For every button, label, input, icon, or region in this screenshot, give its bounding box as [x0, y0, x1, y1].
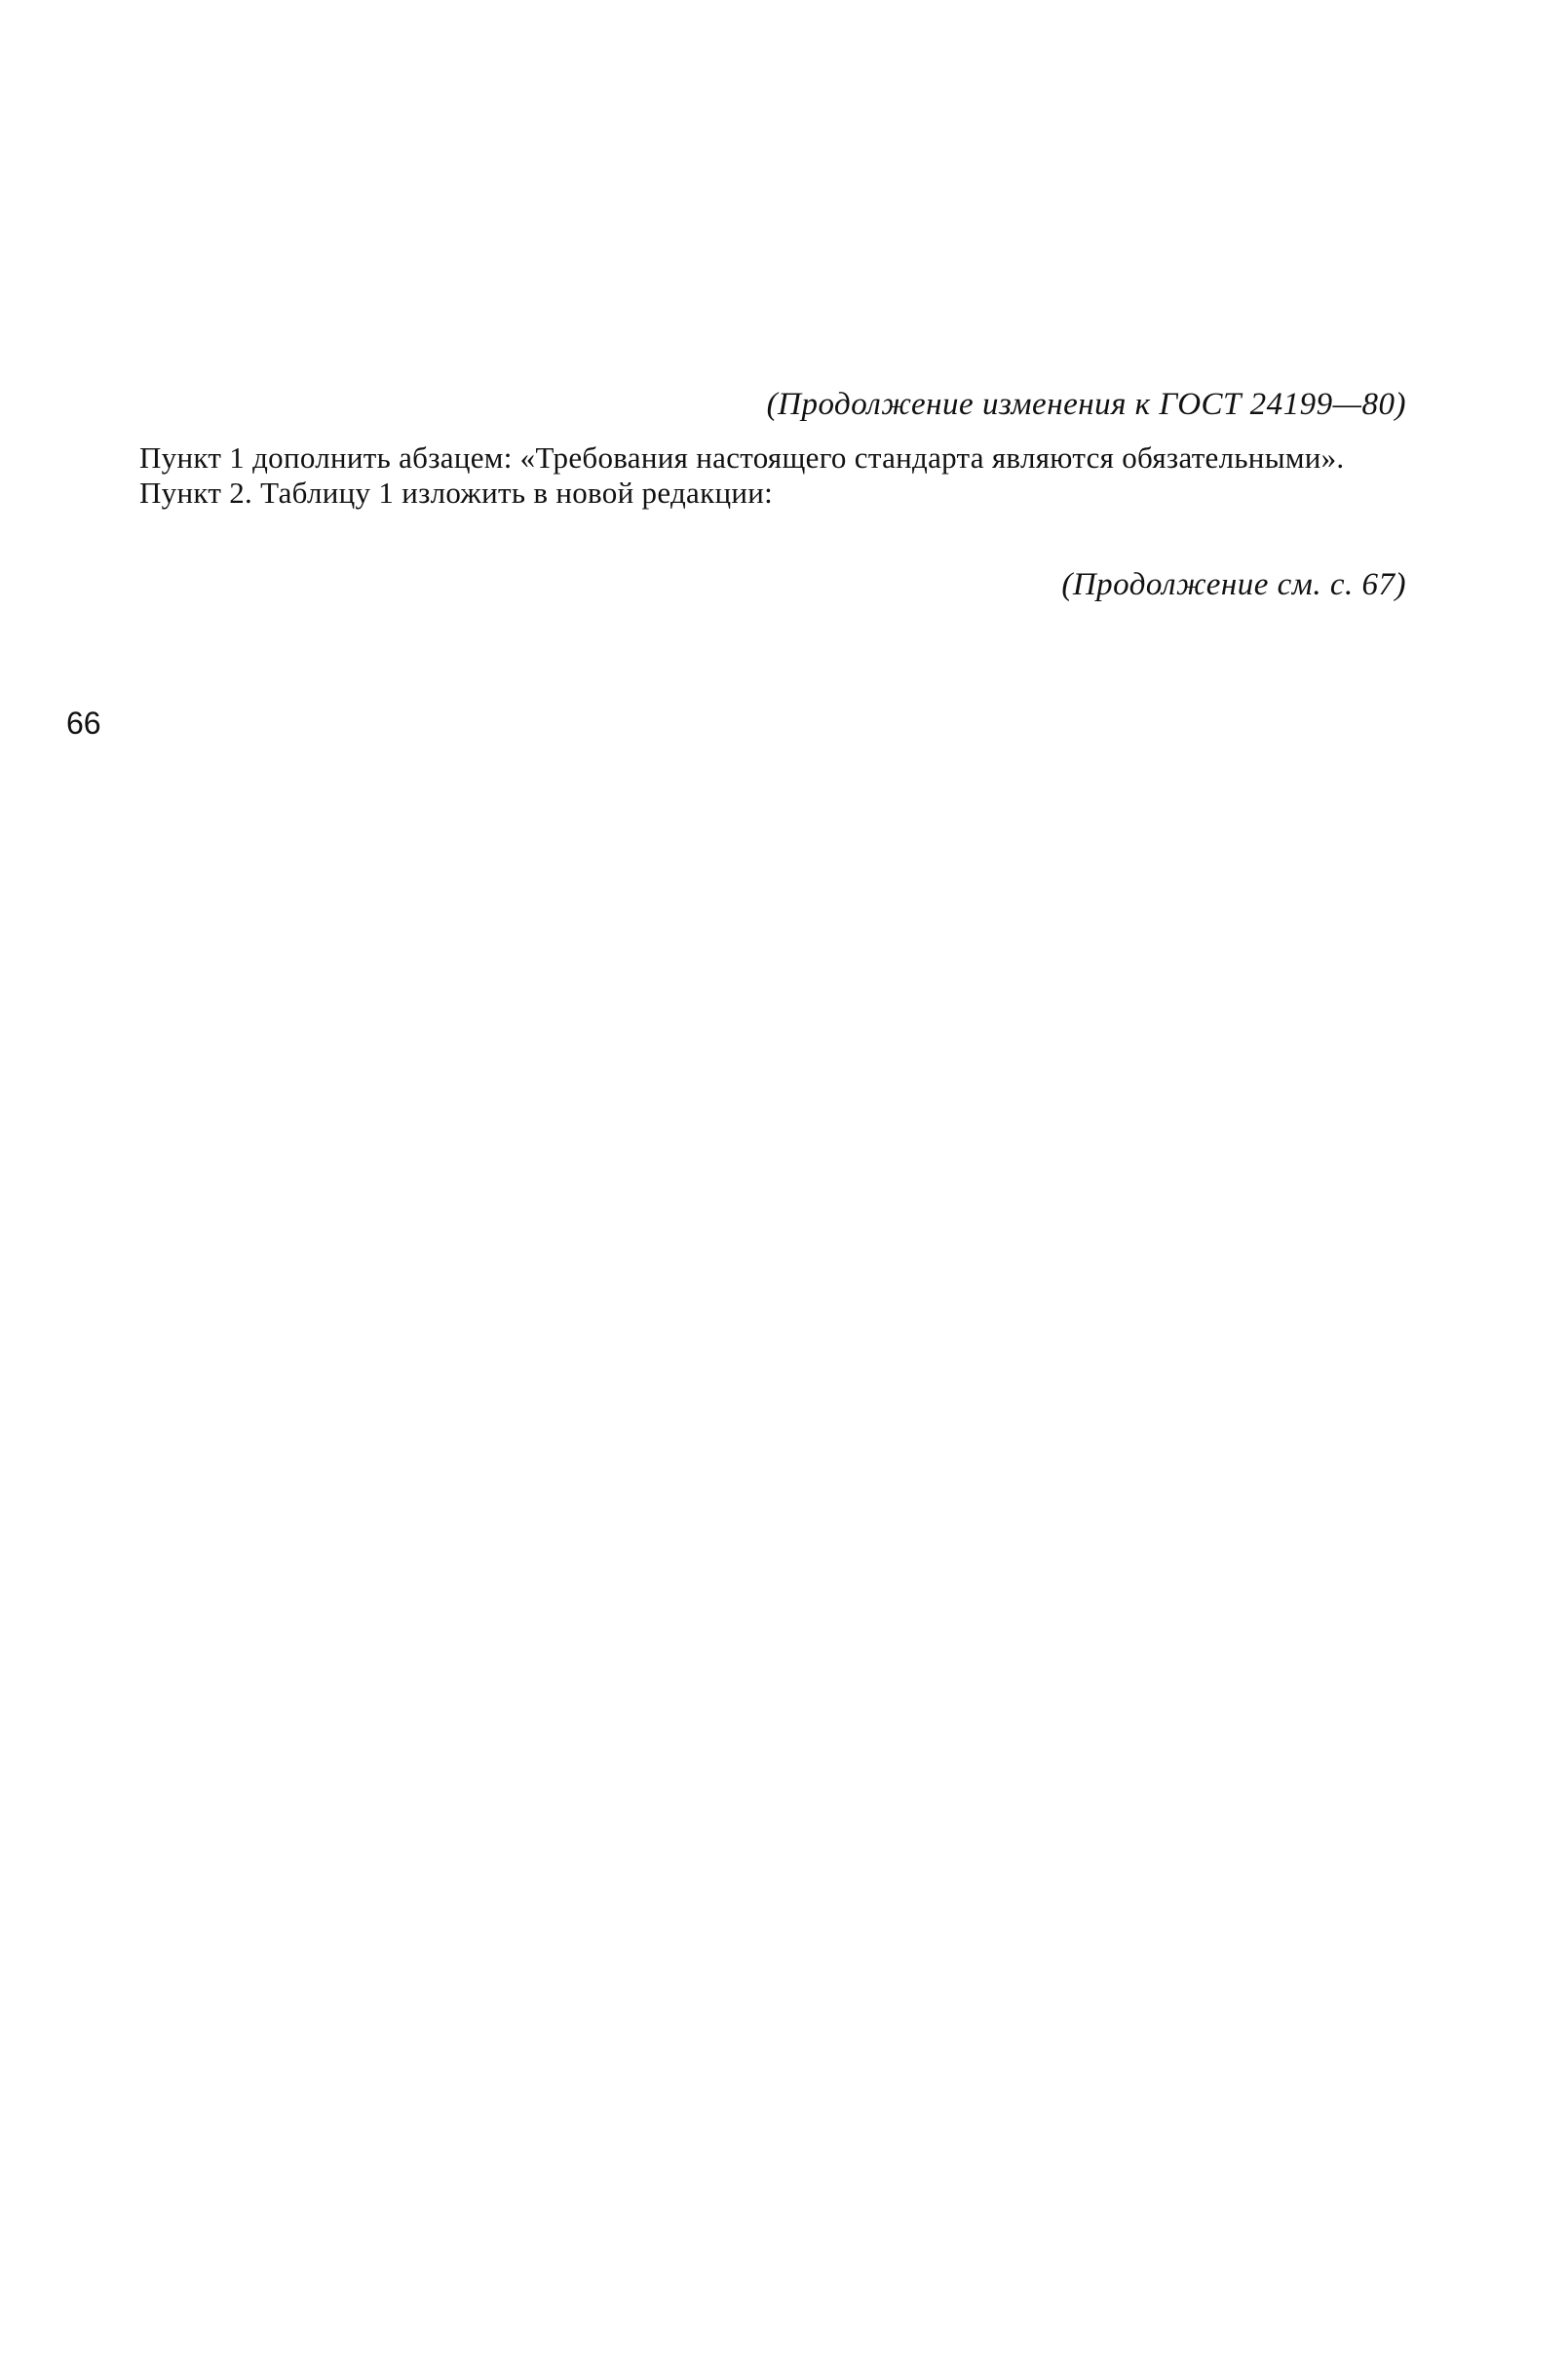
page-number: 66 [66, 706, 101, 741]
continuation-header: (Продолжение изменения к ГОСТ 24199—80) [766, 387, 1406, 422]
paragraph-2: Пункт 2. Таблицу 1 изложить в новой редакции: [139, 476, 774, 510]
paragraph-1: Пункт 1 дополнить абзацем: «Требования настоящего стандарта являются обязательными». [139, 440, 1345, 475]
continuation-footer: (Продолжение см. с. 67) [1061, 567, 1406, 602]
body-text [66, 440, 1406, 511]
